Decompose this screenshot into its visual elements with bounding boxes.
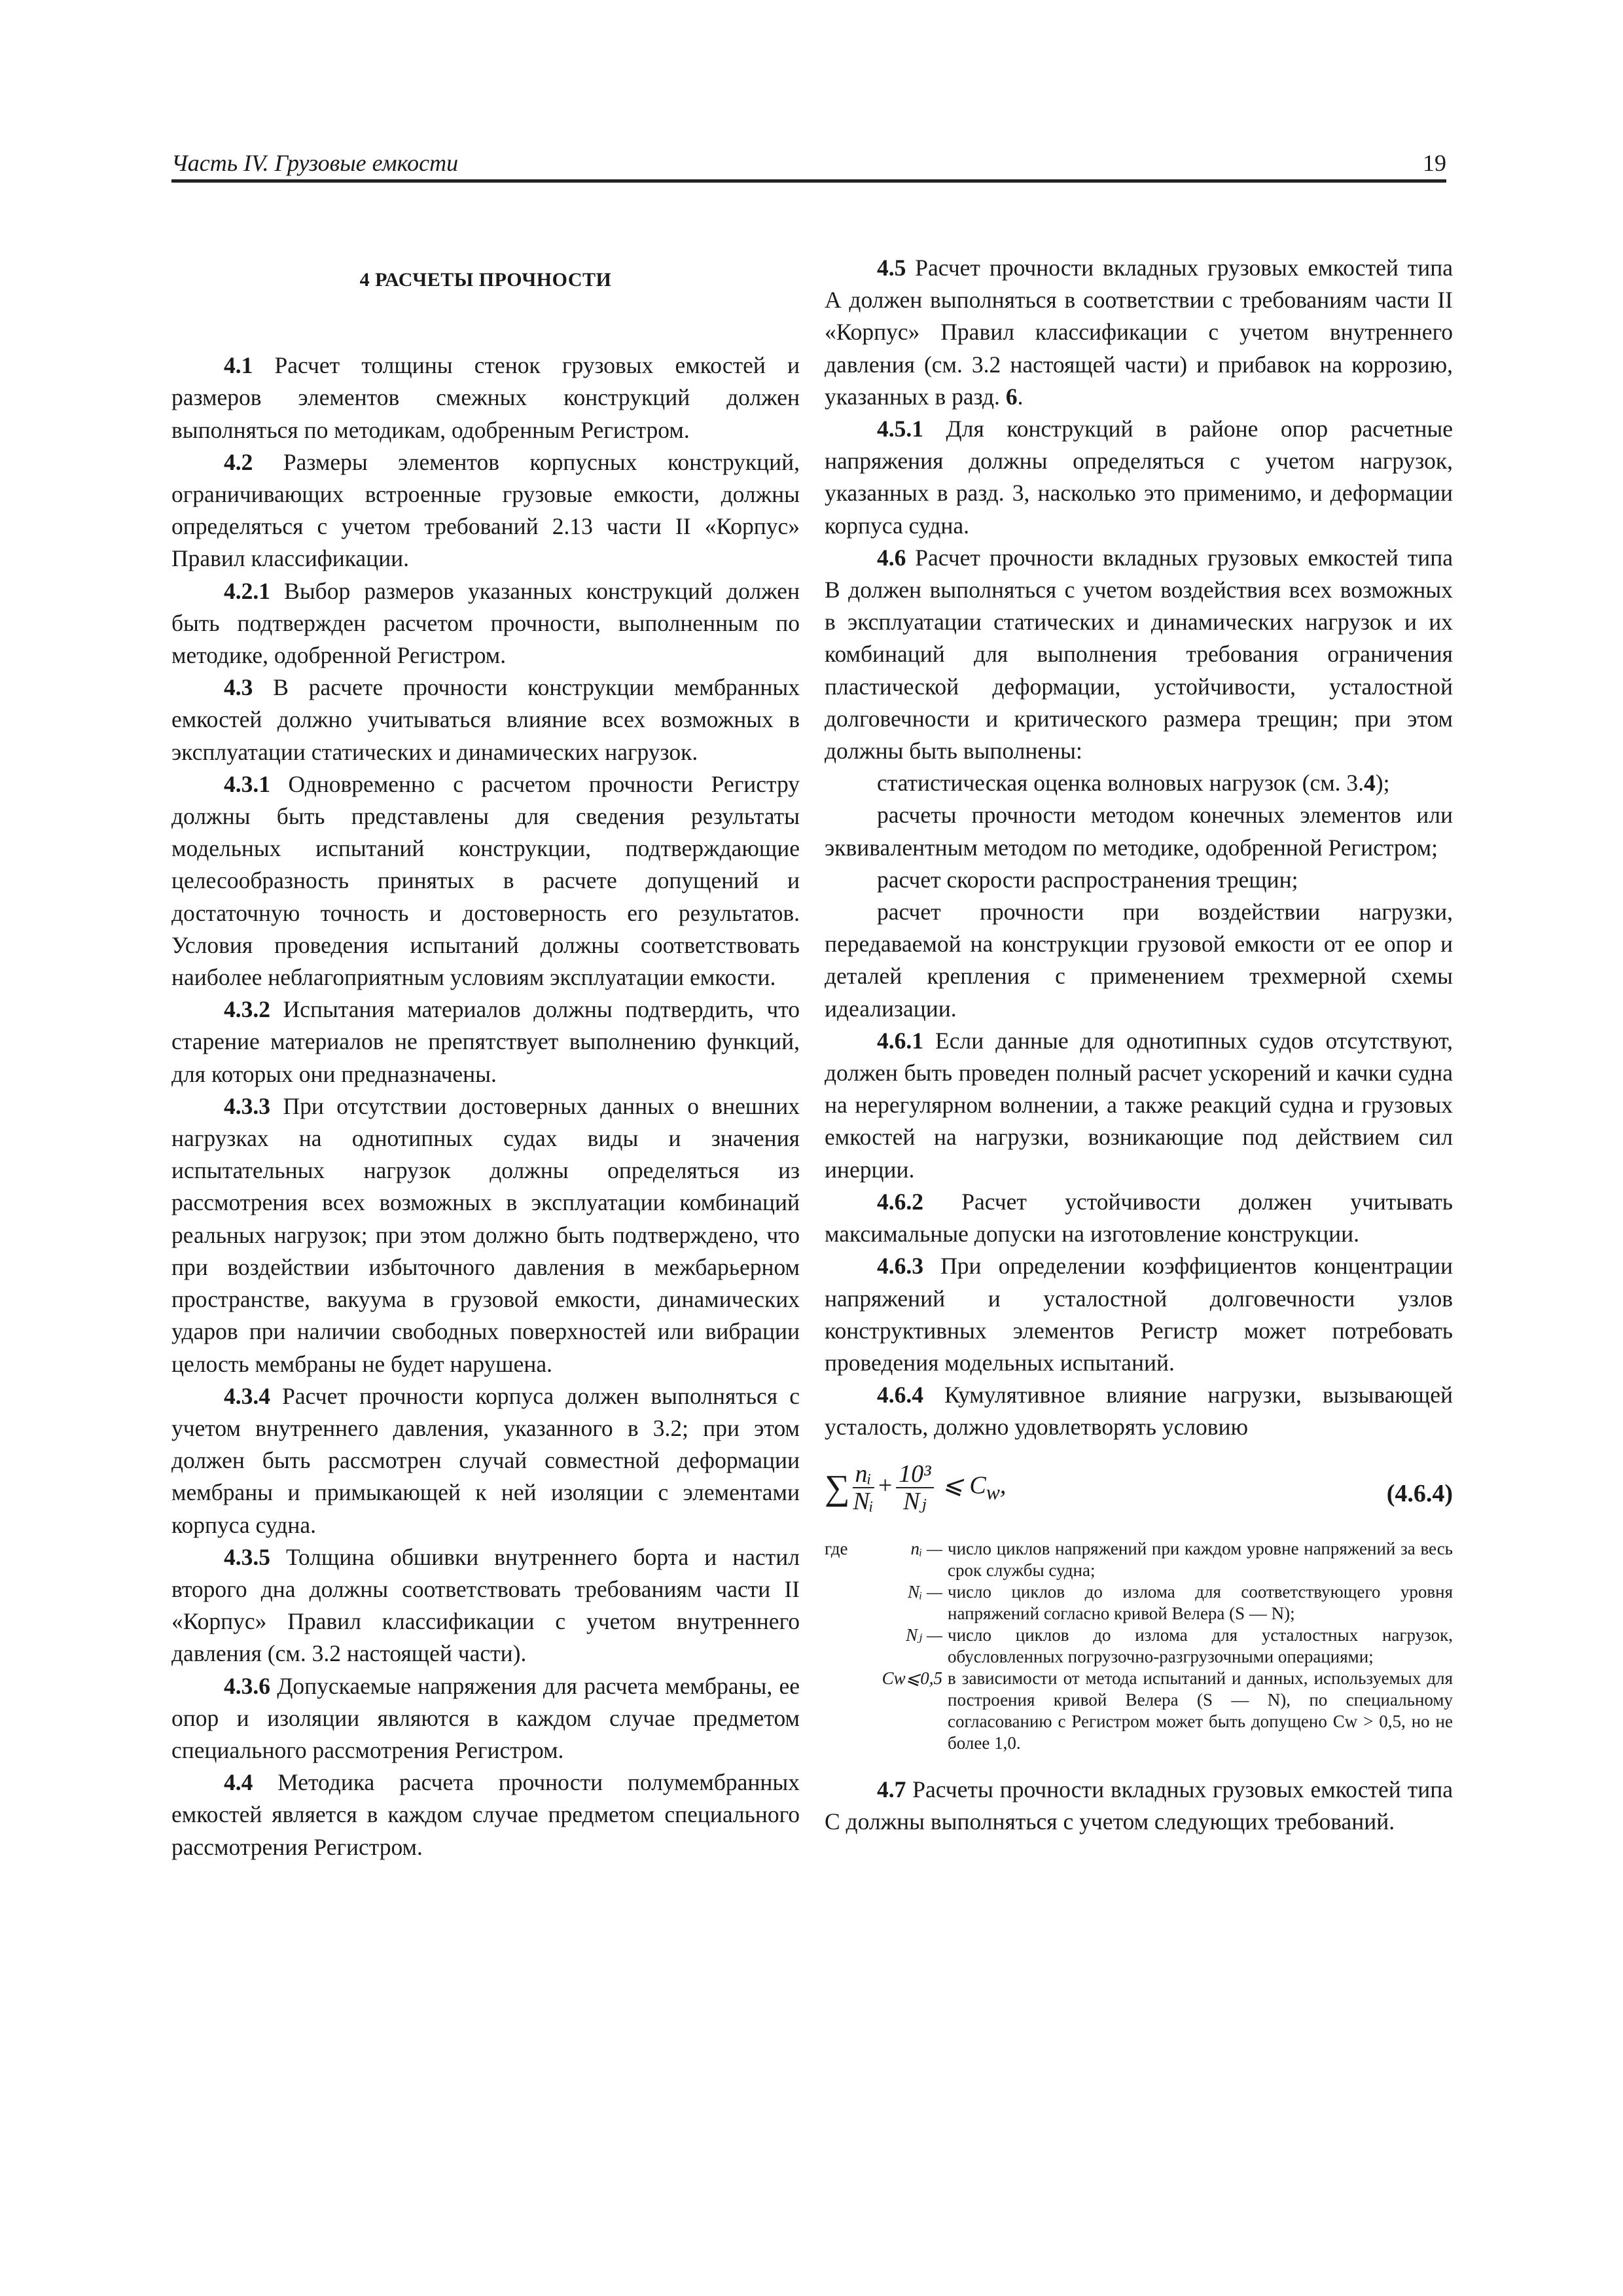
formula-legend [825, 1538, 1453, 1754]
paragraph-text: При определении коэффициентов концентрации напряжений и усталостной долговечности узлов конструктивных элементов Регистр может потребовать проведения модельных испытаний. [825, 1253, 1453, 1376]
paragraph-text: В расчете прочности конструкции мембранных емкостей должно учитываться влияние всех возможных в эксплуатации статических и динамических нагрузок. [171, 674, 800, 765]
punctuation: . [1017, 383, 1024, 410]
paragraph-4-3-3 [171, 1090, 800, 1380]
punctuation: , [999, 1471, 1007, 1499]
clause-number: 4.3.5 [224, 1543, 270, 1570]
paragraph-text: Толщина обшивки внутреннего борта и настил второго дна должны соответствовать требованиям части II «Корпус» Правил классификации с учетом внутреннего давления (см. 3.2 настоящей части). [171, 1543, 800, 1667]
paragraph-4-2 [171, 446, 800, 575]
paragraph-text: Расчет прочности вкладных грузовых емкостей типа В должен выполняться с учетом воздействия всех возможных в эксплуатации статических и динамических нагрузок и их комбинаций для выполнения требования ограничения пластической деформации, устойчивости, усталостной долговечности и критического размера трещин; при этом должны быть выполнены: [825, 544, 1453, 764]
legend-symbol: Nⱼ — [906, 1624, 942, 1645]
legend-spacer [825, 1668, 877, 1754]
list-item-2: расчеты прочности методом конечных элементов или эквивалентным методом по методике, одобренной Регистром; [825, 802, 1453, 861]
legend-symbol: Nᵢ — [907, 1581, 942, 1602]
equation-number: (4.6.4) [1386, 1479, 1453, 1507]
list-item-1 [825, 767, 1453, 799]
clause-number: 4.6.1 [877, 1027, 923, 1054]
paragraph-text: Испытания материалов должны подтвердить, что старение материалов не препятствует выполнению функций, для которых они предназначены. [171, 996, 800, 1087]
paragraph-text: Расчет прочности корпуса должен выполняться с учетом внутреннего давления, указанного в 3.2; при этом должен быть рассмотрен случай совместной деформации мембраны и примыкающей к ней изоляции с элементами корпуса судна. [171, 1382, 800, 1538]
paragraph-4-3-2 [171, 994, 800, 1090]
right-column [825, 252, 1453, 1838]
list-item-3: расчет скорости распространения трещин; [877, 866, 1298, 893]
paragraph-4-6 [825, 542, 1453, 767]
legend-text: число циклов до излома для усталостных нагрузок, обусловленных погрузочно-разгрузочными операциями; [948, 1624, 1453, 1666]
clause-number: 4.6.3 [877, 1253, 923, 1280]
fraction-numerator: 10³ [896, 1461, 933, 1488]
paragraph-4-4 [171, 1767, 800, 1863]
paragraph-text: Методика расчета прочности полумембранных емкостей является в каждом случае предметом специального рассмотрения Регистром. [171, 1769, 800, 1860]
paragraph-text: Расчет прочности вкладных грузовых емкостей типа А должен выполняться в соответствии с требованиям части II «Корпус» Правил классификации с учетом внутреннего давления (см. 3.2 настоящей части) и прибавок на коррозию, указанных в разд. [825, 255, 1453, 410]
paragraph-text: Размеры элементов корпусных конструкций, ограничивающих встроенные грузовые емкости, должны определяться с учетом требований 2.13 части II «Корпус» Правил классификации. [171, 448, 800, 572]
paragraph-4-3-5 [171, 1541, 800, 1670]
paragraph-4-5-1 [825, 413, 1453, 542]
paragraph-text: Допускаемые напряжения для расчета мембраны, ее опор и изоляции являются в каждом случае предметом специального рассмотрения Регистром. [171, 1672, 800, 1763]
paragraph-text: Кумулятивное влияние нагрузки, вызывающей усталость, должно удовлетворять условию [825, 1382, 1453, 1441]
clause-number: 4.3.3 [224, 1092, 270, 1119]
paragraph-4-6-4 [825, 1379, 1453, 1443]
clause-number: 4.3.2 [224, 996, 270, 1023]
paragraph-4-1 [171, 350, 800, 446]
clause-number: 4.3.6 [224, 1672, 270, 1699]
section-ref: 6 [1005, 383, 1018, 410]
list-text: статистическая оценка волновых нагрузок (см. 3. [877, 770, 1364, 797]
page-header [171, 143, 1446, 183]
sum-symbol: ∑ [825, 1467, 850, 1507]
fraction-ni-Ni [853, 1461, 874, 1515]
clause-number: 4.6.4 [877, 1382, 923, 1408]
clause-number: 4.5 [877, 255, 906, 281]
paragraph-text: Расчет устойчивости должен учитывать максимальные допуски на изготовление конструкции. [825, 1188, 1453, 1247]
fraction-10-Nj [896, 1461, 933, 1515]
paragraph-4-3-6 [171, 1670, 800, 1767]
clause-number: 4.6 [877, 544, 906, 571]
paragraph-4-6-1 [825, 1025, 1453, 1186]
clause-number: 4.5.1 [877, 416, 923, 442]
paragraph-4-3-4 [171, 1380, 800, 1541]
clause-number: 4.4 [224, 1769, 253, 1796]
paragraph-4-7 [825, 1774, 1453, 1838]
paragraph-4-6-3 [825, 1250, 1453, 1379]
paragraph-4-5 [825, 252, 1453, 413]
legend-text: число циклов напряжений при каждом уровне напряжений за весь срок службы судна; [948, 1538, 1453, 1580]
list-item-4: расчет прочности при воздействии нагрузки, передаваемой на конструкции грузовой емкости от ее опор и деталей крепления с применением трехмерной схемы идеализации. [825, 899, 1453, 1022]
clause-number: 4.3 [224, 674, 253, 701]
clause-number: 4.7 [877, 1776, 906, 1803]
clause-number: 4.6.2 [877, 1188, 923, 1215]
fatigue-formula [825, 1454, 1453, 1533]
section-heading: 4 РАСЧЕТЫ ПРОЧНОСТИ [359, 269, 612, 291]
paragraph-4-3 [171, 672, 800, 768]
left-column [171, 252, 800, 1863]
clause-number: 4.2 [224, 448, 253, 475]
plus-sign: + [876, 1471, 894, 1499]
legend-symbol: nᵢ — [910, 1538, 942, 1558]
running-title: Часть IV. Грузовые емкости [171, 150, 459, 176]
section-ref: 4 [1364, 770, 1376, 797]
legend-row [825, 1538, 1453, 1581]
formula-expression [825, 1461, 1006, 1515]
fraction-denominator: Nᵢ [853, 1487, 874, 1515]
legend-row [825, 1668, 1453, 1754]
paragraph-text: При отсутствии достоверных данных о внешних нагрузках на однотипных судах виды и значения испытательных нагрузок должны определяться из рассмотрения всех возможных в эксплуатации комбинаций реальных нагрузок; при этом должно быть подтверждено, что при воздействии избыточного давления в межбарьерном пространстве, вакуума в грузовой емкости, динамических ударов при наличии свободных поверхностей или вибрации целость мембраны не будет нарушена. [171, 1092, 800, 1377]
paragraph-text: Расчеты прочности вкладных грузовых емкостей типа С должны выполняться с учетом следующих требований. [825, 1776, 1453, 1835]
clause-number: 4.1 [224, 352, 253, 379]
paragraph-text: Расчет толщины стенок грузовых емкостей и размеров элементов смежных конструкций должен выполняться по методикам, одобренным Регистром. [171, 352, 800, 443]
where-label: где [825, 1538, 848, 1558]
legend-text: число циклов до излома для соответствующего уровня напряжений согласно кривой Велера (S — N); [948, 1581, 1453, 1623]
inequality: ⩽ C [942, 1471, 986, 1499]
legend-row [825, 1624, 1453, 1668]
clause-number: 4.3.1 [224, 770, 270, 797]
legend-spacer [825, 1581, 877, 1624]
clause-number: 4.2.1 [224, 577, 270, 604]
legend-spacer [825, 1624, 877, 1668]
fraction-denominator: Nⱼ [903, 1487, 927, 1515]
paragraph-4-6-2 [825, 1186, 1453, 1250]
subscript: w [986, 1480, 1000, 1503]
clause-number: 4.3.4 [224, 1382, 270, 1409]
legend-row [825, 1581, 1453, 1624]
paragraph-text: Одновременно с расчетом прочности Регистру должны быть представлены для сведения результаты модельных испытаний конструкции, подтверждающие целесообразность принятых в расчете допущений и достаточную точность и достоверность его результатов. Условия проведения испытаний должны соответствовать наиболее неблагоприятным условиям эксплуатации емкости. [171, 770, 800, 991]
punctuation: ); [1375, 770, 1390, 797]
paragraph-text: Выбор размеров указанных конструкций должен быть подтвержден расчетом прочности, выполненным по методике, одобренной Регистром. [171, 577, 800, 669]
paragraph-4-3-1 [171, 768, 800, 994]
fraction-numerator: nᵢ [853, 1461, 874, 1488]
paragraph-text: Для конструкций в районе опор расчетные напряжения должны определяться с учетом нагрузок, указанных в разд. 3, насколько это применимо, и деформации корпуса судна. [825, 416, 1453, 539]
legend-symbol: Cw⩽0,5 [882, 1668, 942, 1688]
legend-text: в зависимости от метода испытаний и данных, используемых для построения кривой Велера (S — N), по специальному согласованию с Регистром может быть допущено Cw > 0,5, но не более 1,0. [948, 1668, 1453, 1753]
paragraph-4-2-1 [171, 575, 800, 672]
page-number: 19 [1423, 150, 1446, 176]
paragraph-text: Если данные для однотипных судов отсутствуют, должен быть проведен полный расчет ускорений и качки судна на нерегулярном волнении, а также реакций судна и грузовых емкостей на нагрузки, возникающие под действием сил инерции. [825, 1027, 1453, 1183]
